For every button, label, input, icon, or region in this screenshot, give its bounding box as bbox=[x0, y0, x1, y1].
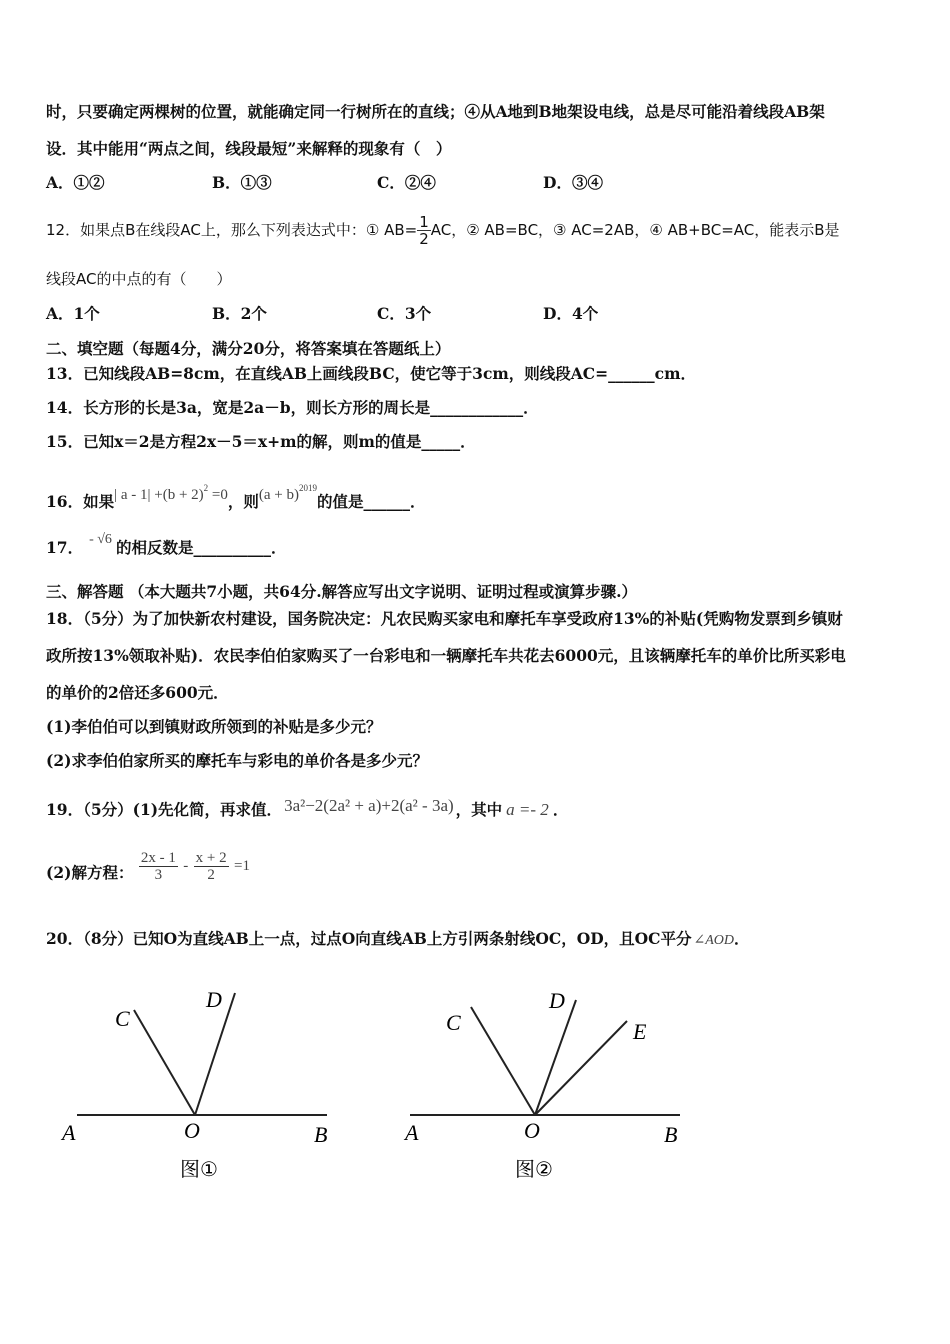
q20-text-end: ． bbox=[734, 929, 750, 948]
q11-option-b: B．①③ bbox=[212, 173, 272, 192]
question-18-line-3: 的单价的2倍还多600元． bbox=[46, 683, 229, 702]
q12-fraction-den: 2 bbox=[419, 230, 429, 248]
fig1-label-b: B bbox=[314, 1122, 328, 1147]
fig1-label-o: O bbox=[184, 1118, 200, 1143]
q12-text-b: AC，② AB=BC，③ AC=2AB，④ AB+BC=AC，能表示B是 bbox=[430, 221, 840, 239]
fig1-label-a: A bbox=[62, 1120, 76, 1145]
q11-option-a: A．①② bbox=[46, 173, 105, 192]
q19-fraction-2 bbox=[194, 850, 229, 883]
q20-text: 20．（8分）已知O为直线AB上一点，过点O向直线AB上方引两条射线OC，OD，且OC平分 bbox=[46, 929, 692, 948]
section-3-heading: 三、解答题 （本大题共7小题，共64分.解答应写出文字说明、证明过程或演算步骤.） bbox=[46, 582, 638, 601]
question-20 bbox=[46, 929, 750, 951]
q12-option-b: B．2个 bbox=[212, 304, 267, 323]
q12-fraction-num: 1 bbox=[419, 213, 429, 231]
q16-expression-1 bbox=[114, 483, 228, 503]
fig2-ray-od bbox=[535, 1000, 576, 1115]
q19-part2-label: (2)解方程： bbox=[46, 863, 134, 882]
fig1-ray-oc bbox=[134, 1010, 195, 1115]
q19-frac1-den: 3 bbox=[154, 866, 163, 883]
q19-condition: a =- 2 bbox=[506, 800, 549, 819]
question-12-line-2: 线段AC的中点的有（ ） bbox=[46, 270, 232, 288]
q16-expr2-exponent: 2019 bbox=[299, 483, 317, 493]
q19-text-a: 19．（5分）(1)先化简，再求值． bbox=[46, 800, 283, 819]
q19-expression: 3a²−2(2a² + a)+2(a² - 3a) bbox=[284, 796, 454, 815]
question-13: 13．已知线段AB=8cm，在直线AB上画线段BC，使它等于3cm，则线段AC=______cm． bbox=[46, 364, 696, 383]
q16-expr2-main: (a + b) bbox=[258, 487, 299, 503]
q16-text-c: 的值是______． bbox=[317, 492, 426, 511]
q17-text-a: 17． bbox=[46, 538, 84, 557]
q16-expression-2 bbox=[258, 483, 317, 503]
q12-fraction bbox=[417, 214, 431, 247]
q19-frac1-num: 2x - 1 bbox=[140, 849, 176, 866]
figure-2 bbox=[400, 980, 695, 1190]
section-2-heading: 二、填空题（每题4分，满分20分，将答案填在答题纸上） bbox=[46, 339, 451, 358]
fig1-caption: 图① bbox=[180, 1157, 218, 1181]
q16-text-a: 16．如果 bbox=[46, 492, 115, 511]
q17-text-b: 的相反数是__________． bbox=[115, 538, 287, 557]
question-19-part-1 bbox=[46, 788, 568, 828]
fig1-label-c: C bbox=[115, 1006, 130, 1031]
q16-expr1-main: | a - 1| +(b + 2) bbox=[114, 487, 204, 503]
question-15: 15．已知x＝2是方程2x－5＝x+m的解，则m的值是_____． bbox=[46, 432, 476, 451]
q19-frac2-num: x + 2 bbox=[195, 849, 227, 866]
fig1-label-d: D bbox=[206, 987, 222, 1012]
q19-fraction-1 bbox=[139, 850, 178, 883]
q17-expression: - √6 bbox=[89, 532, 112, 547]
question-11-continued-line-1: 时，只要确定两棵树的位置，就能确定同一行树所在的直线；④从A地到B地架设电线，总是尽可能沿着线段AB架 bbox=[46, 102, 825, 121]
q16-expr1-exponent: 2 bbox=[203, 483, 209, 493]
q20-angle: ∠AOD bbox=[693, 933, 735, 948]
q19-equals: =1 bbox=[234, 858, 251, 874]
q16-text-b: ，则 bbox=[227, 492, 259, 511]
q12-text-a: 12．如果点B在线段AC上，那么下列表达式中：① AB= bbox=[46, 221, 418, 239]
fig2-label-b: B bbox=[664, 1122, 678, 1147]
question-18-line-2: 政所按13%领取补贴)．农民李伯伯家购买了一台彩电和一辆摩托车共花去6000元，且该辆摩托车的单价比所买彩电 bbox=[46, 646, 846, 665]
fig2-caption: 图② bbox=[515, 1157, 553, 1181]
q19-frac2-den: 2 bbox=[207, 866, 215, 883]
q19-text-b: ，其中 bbox=[455, 800, 503, 819]
q11-option-c: C．②④ bbox=[377, 173, 436, 192]
figure-1 bbox=[55, 980, 345, 1190]
fig2-ray-oe bbox=[535, 1021, 627, 1115]
q19-text-c: ． bbox=[552, 800, 569, 819]
q16-expr1-equals: =0 bbox=[211, 487, 228, 503]
fig2-label-a: A bbox=[405, 1120, 419, 1145]
question-14: 14．长方形的长是3a，宽是2a－b，则长方形的周长是____________． bbox=[46, 398, 539, 417]
question-16 bbox=[46, 470, 426, 520]
fig2-label-d: D bbox=[549, 988, 565, 1013]
question-18-line-1: 18．（5分）为了加快新农村建设，国务院决定：凡农民购买家电和摩托车享受政府13%的补贴(凭购物发票到乡镇财 bbox=[46, 609, 843, 628]
q12-option-a: A．1个 bbox=[46, 304, 100, 323]
question-12 bbox=[46, 212, 840, 248]
question-18-part-2: (2)求李伯伯家所买的摩托车与彩电的单价各是多少元？ bbox=[46, 751, 428, 770]
question-17 bbox=[46, 522, 286, 566]
q12-option-d: D．4个 bbox=[543, 304, 599, 323]
q19-minus: - bbox=[183, 858, 189, 874]
fig2-label-o: O bbox=[524, 1118, 540, 1143]
question-11-continued-line-2: 设．其中能用“两点之间，线段最短”来解释的现象有（ ） bbox=[46, 139, 452, 158]
q12-option-c: C．3个 bbox=[377, 304, 432, 323]
q11-option-d: D．③④ bbox=[543, 173, 603, 192]
question-19-part-2 bbox=[46, 840, 250, 898]
fig2-label-e: E bbox=[633, 1019, 647, 1044]
fig2-label-c: C bbox=[446, 1010, 461, 1035]
fig2-ray-oc bbox=[471, 1007, 535, 1115]
question-18-part-1: (1)李伯伯可以到镇财政所领到的补贴是多少元？ bbox=[46, 717, 382, 736]
